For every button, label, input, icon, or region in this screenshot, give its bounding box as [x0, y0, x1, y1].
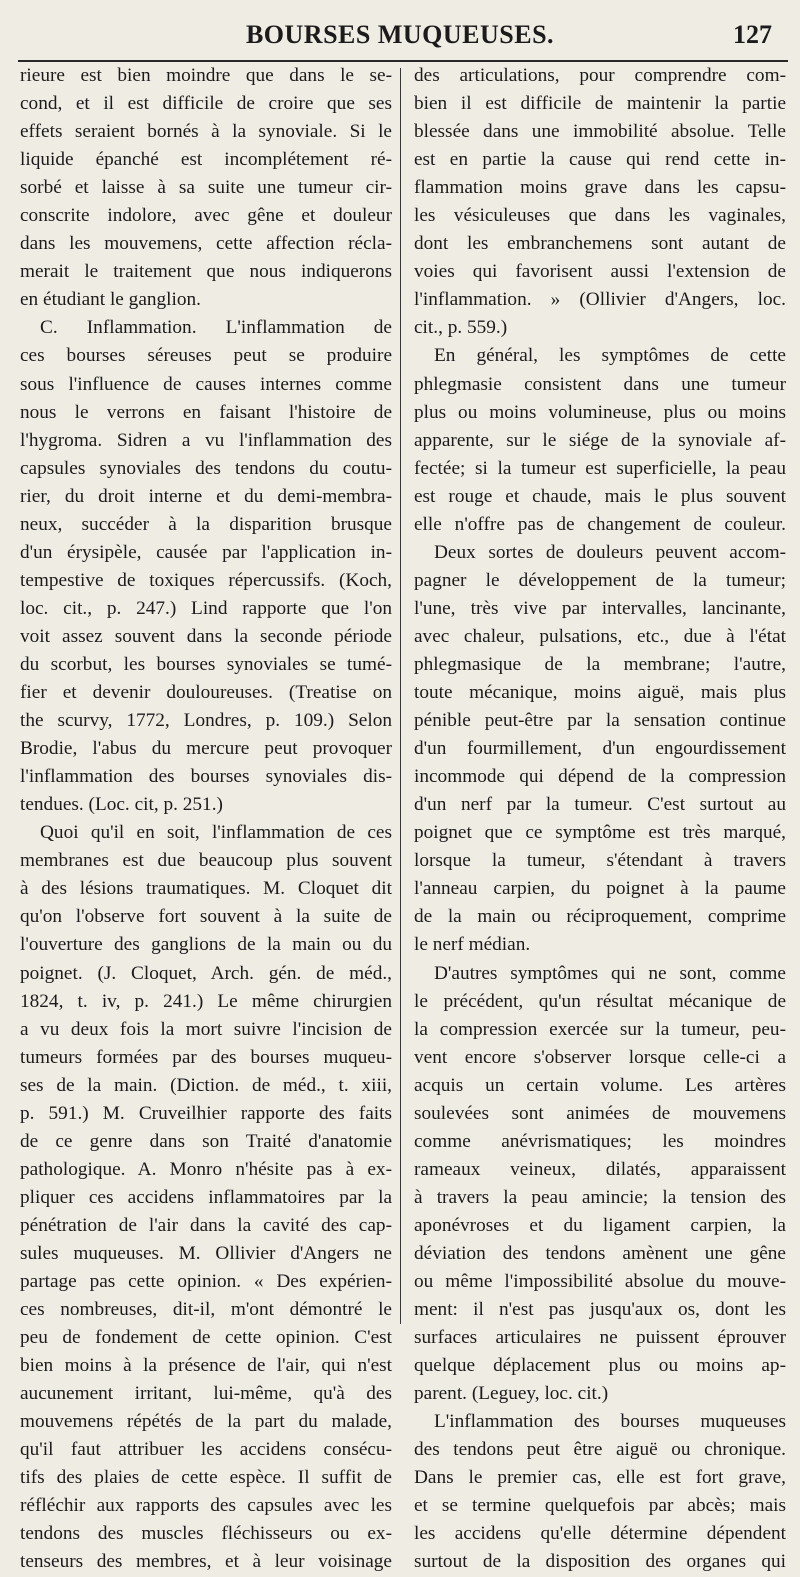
- page-header: [0, 14, 800, 54]
- text-line: du scorbut, les bourses synoviales se tumé-: [20, 653, 392, 675]
- right-column: [414, 62, 786, 1573]
- text-line: l'hygroma. Sidren a vu l'inflammation des: [20, 429, 392, 451]
- text-line: cit., p. 559.): [414, 317, 508, 339]
- text-line: Dans le premier cas, elle est fort grave,: [414, 1467, 786, 1489]
- text-line: liquide épanché est incomplétement ré-: [20, 149, 392, 171]
- text-line: the scurvy, 1772, Londres, p. 109.) Selon: [20, 710, 392, 732]
- text-line: soulevées sont animées de mouvemens: [414, 1102, 786, 1124]
- text-line: voies qui favorisent aussi l'extension de: [414, 261, 786, 283]
- text-line: toute mécanique, moins aiguë, mais plus: [414, 682, 786, 704]
- text-line: les accidens qu'elle détermine dépendent: [414, 1523, 786, 1545]
- text-line: ces nombreuses, dit-il, m'ont démontré le: [20, 1299, 392, 1321]
- text-line: merait le traitement que nous indiquerons: [20, 261, 392, 283]
- text-line: déviation des tendons amènent une gêne: [414, 1242, 786, 1264]
- text-line: cond, et il est difficile de croire que ses: [20, 93, 392, 115]
- text-line: phlegmasique de la membrane; l'autre,: [414, 653, 786, 675]
- text-line: pathologique. A. Monro n'hésite pas à ex-: [20, 1158, 392, 1180]
- text-line: D'autres symptômes qui ne sont, comme: [434, 962, 786, 984]
- text-line: en étudiant le ganglion.: [20, 289, 201, 311]
- text-line: capsules synoviales des tendons du coutu-: [20, 457, 392, 479]
- text-line: rieure est bien moindre que dans le se-: [20, 65, 392, 86]
- text-line: tumeurs formées par des bourses muqueu-: [20, 1046, 392, 1068]
- text-line: tempestive de toxiques répercussifs. (Koch,: [20, 569, 392, 591]
- text-line: vent encore s'observer lorsque celle-ci a: [414, 1046, 786, 1068]
- text-line: rier, du droit interne et du demi-membra-: [20, 485, 392, 507]
- text-line: Brodie, l'abus du mercure peut provoquer: [20, 738, 392, 760]
- text-line: Quoi qu'il en soit, l'inflammation de ces: [40, 822, 392, 844]
- text-line: d'un fourmillement, d'un engourdissement: [414, 738, 786, 760]
- text-line: blessée dans une immobilité absolue. Telle: [414, 121, 786, 143]
- text-line: surfaces articulaires ne puissent éprouver: [414, 1327, 786, 1349]
- text-line: l'inflammation. » (Ollivier d'Angers, loc.: [414, 289, 786, 311]
- text-line: est rouge et chaude, mais le plus souvent: [414, 485, 786, 507]
- text-line: à travers la peau amincie; la tension des: [414, 1186, 786, 1208]
- text-line: membranes est due beaucoup plus souvent: [20, 850, 392, 872]
- text-line: qu'il faut attribuer les accidens consécu-: [20, 1439, 392, 1461]
- text-line: comme anévrismatiques; les moindres: [414, 1130, 786, 1152]
- text-line: le précédent, qu'un résultat mécanique de: [414, 990, 786, 1012]
- text-line: bien moins à la présence de l'air, qui n'est: [20, 1355, 392, 1377]
- text-line: le nerf médian.: [414, 934, 531, 956]
- text-line: Deux sortes de douleurs peuvent accom-: [434, 541, 786, 563]
- text-line: avec chaleur, pulsations, etc., due à l'état: [414, 625, 786, 647]
- column-divider: [400, 68, 401, 1324]
- text-line: incommode qui dépend de la compression: [414, 766, 786, 788]
- text-line: sules muqueuses. M. Ollivier d'Angers ne: [20, 1242, 392, 1264]
- text-line: ces bourses séreuses peut se produire: [20, 345, 392, 367]
- text-line: pagner le développement de la tumeur;: [414, 569, 786, 591]
- text-line: la compression exercée sur la tumeur, peu-: [414, 1018, 786, 1040]
- text-line: pénétration de l'air dans la cavité des cap-: [20, 1214, 392, 1236]
- text-line: En général, les symptômes de cette: [434, 345, 786, 367]
- text-line: bien il est difficile de maintenir la partie: [414, 93, 786, 115]
- text-line: sous l'influence de causes internes comme: [20, 373, 392, 395]
- text-line: l'anneau carpien, du poignet à la paume: [414, 878, 786, 900]
- text-line: quelque déplacement plus ou moins ap-: [414, 1355, 786, 1377]
- text-line: qu'on l'observe fort souvent à la suite de: [20, 906, 392, 928]
- text-line: fectée; si la tumeur est superficielle, la peau: [414, 457, 786, 479]
- text-line: effets seraient bornés à la synoviale. Si le: [20, 121, 392, 143]
- text-line: neux, succéder à la disparition brusque: [20, 513, 392, 535]
- text-line: dans les mouvemens, cette affection récla-: [20, 233, 392, 255]
- text-line: pénible peut-être par la sensation continue: [414, 710, 786, 732]
- text-line: plus ou moins volumineuse, plus ou moins: [414, 401, 786, 423]
- text-line: aucunement irritant, lui-même, qu'à des: [20, 1383, 392, 1405]
- page-number: 127: [733, 20, 772, 49]
- text-line: acquis un certain volume. Les artères: [414, 1074, 786, 1096]
- text-line: tenseurs des membres, et à leur voisinage: [20, 1551, 392, 1573]
- text-line: tifs des plaies de cette espèce. Il suffit de: [20, 1467, 392, 1489]
- text-line: dont les embranchemens sont autant de: [414, 233, 786, 255]
- text-line: nous le verrons en faisant l'histoire de: [20, 401, 392, 423]
- text-line: mouvemens répétés de la part du malade,: [20, 1411, 392, 1433]
- text-line: l'ouverture des ganglions de la main ou du: [20, 934, 392, 956]
- text-line: flammation moins grave dans les capsu-: [414, 177, 786, 199]
- text-line: et se termine quelquefois par abcès; mais: [414, 1495, 786, 1517]
- text-line: voit assez souvent dans la seconde période: [20, 625, 392, 647]
- text-line: de ce genre dans son Traité d'anatomie: [20, 1130, 392, 1152]
- text-line: les vésiculeuses que dans les vaginales,: [414, 205, 786, 227]
- text-line: de la main ou réciproquement, comprime: [414, 906, 786, 928]
- text-line: peu de fondement de cette opinion. C'est: [20, 1327, 392, 1349]
- text-line: 1824, t. iv, p. 241.) Le même chirurgien: [20, 990, 392, 1012]
- running-title: BOURSES MUQUEUSES.: [245, 20, 555, 49]
- text-line: apparente, sur le siége de la synoviale af-: [414, 429, 786, 451]
- text-line: elle n'offre pas de changement de couleur.: [414, 513, 786, 535]
- text-line: d'un érysipèle, causée par l'application in-: [20, 541, 392, 563]
- left-column: [20, 62, 392, 1573]
- text-line: p. 591.) M. Cruveilhier rapporte des faits: [20, 1102, 392, 1124]
- text-line: des tendons peut être aiguë ou chronique.: [414, 1439, 786, 1461]
- text-line: aponévroses et du ligament carpien, la: [414, 1214, 786, 1236]
- text-line: sorbé et laisse à sa suite une tumeur cir-: [20, 177, 392, 199]
- text-line: parent. (Leguey, loc. cit.): [414, 1383, 609, 1405]
- text-line: est en partie la cause qui rend cette in-: [414, 149, 786, 171]
- text-line: l'inflammation des bourses synoviales dis-: [20, 766, 392, 788]
- text-line: à des lésions traumatiques. M. Cloquet dit: [20, 878, 392, 900]
- text-line: loc. cit., p. 247.) Lind rapporte que l'on: [20, 597, 392, 619]
- text-line: a vu deux fois la mort suivre l'incision de: [20, 1018, 392, 1040]
- text-line: conscrite indolore, avec gêne et douleur: [20, 205, 392, 227]
- text-line: L'inflammation des bourses muqueuses: [434, 1411, 786, 1433]
- text-line: phlegmasie consistent dans une tumeur: [414, 373, 786, 395]
- text-line: partage pas cette opinion. « Des expérien-: [20, 1271, 392, 1293]
- text-line: l'une, très vive par intervalles, lancinante,: [414, 597, 786, 619]
- text-line: tendues. (Loc. cit, p. 251.): [20, 794, 223, 816]
- text-line: tendons des muscles fléchisseurs ou ex-: [20, 1523, 392, 1545]
- text-line: des articulations, pour comprendre com-: [414, 65, 786, 86]
- text-line: ment: il n'est pas jusqu'aux os, dont les: [414, 1299, 786, 1321]
- text-line: rameaux veineux, dilatés, apparaissent: [414, 1158, 786, 1180]
- text-line: ses de la main. (Diction. de méd., t. xiii,: [20, 1074, 392, 1096]
- text-line: surtout de la disposition des organes qui: [414, 1551, 786, 1573]
- text-line: pliquer ces accidens inflammatoires par la: [20, 1186, 392, 1208]
- text-line: fier et devenir douloureuses. (Treatise on: [20, 682, 392, 704]
- text-line: C. Inflammation. L'inflammation de: [40, 317, 392, 339]
- text-line: lorsque la tumeur, s'étendant à travers: [414, 850, 786, 872]
- text-line: poignet. (J. Cloquet, Arch. gén. de méd.,: [20, 962, 392, 984]
- text-line: ou même l'impossibilité absolue du mouve-: [414, 1271, 786, 1293]
- text-line: poignet que ce symptôme est très marqué,: [414, 822, 786, 844]
- text-line: d'un nerf par la tumeur. C'est surtout au: [414, 794, 786, 816]
- text-line: réfléchir aux rapports des capsules avec les: [20, 1495, 392, 1517]
